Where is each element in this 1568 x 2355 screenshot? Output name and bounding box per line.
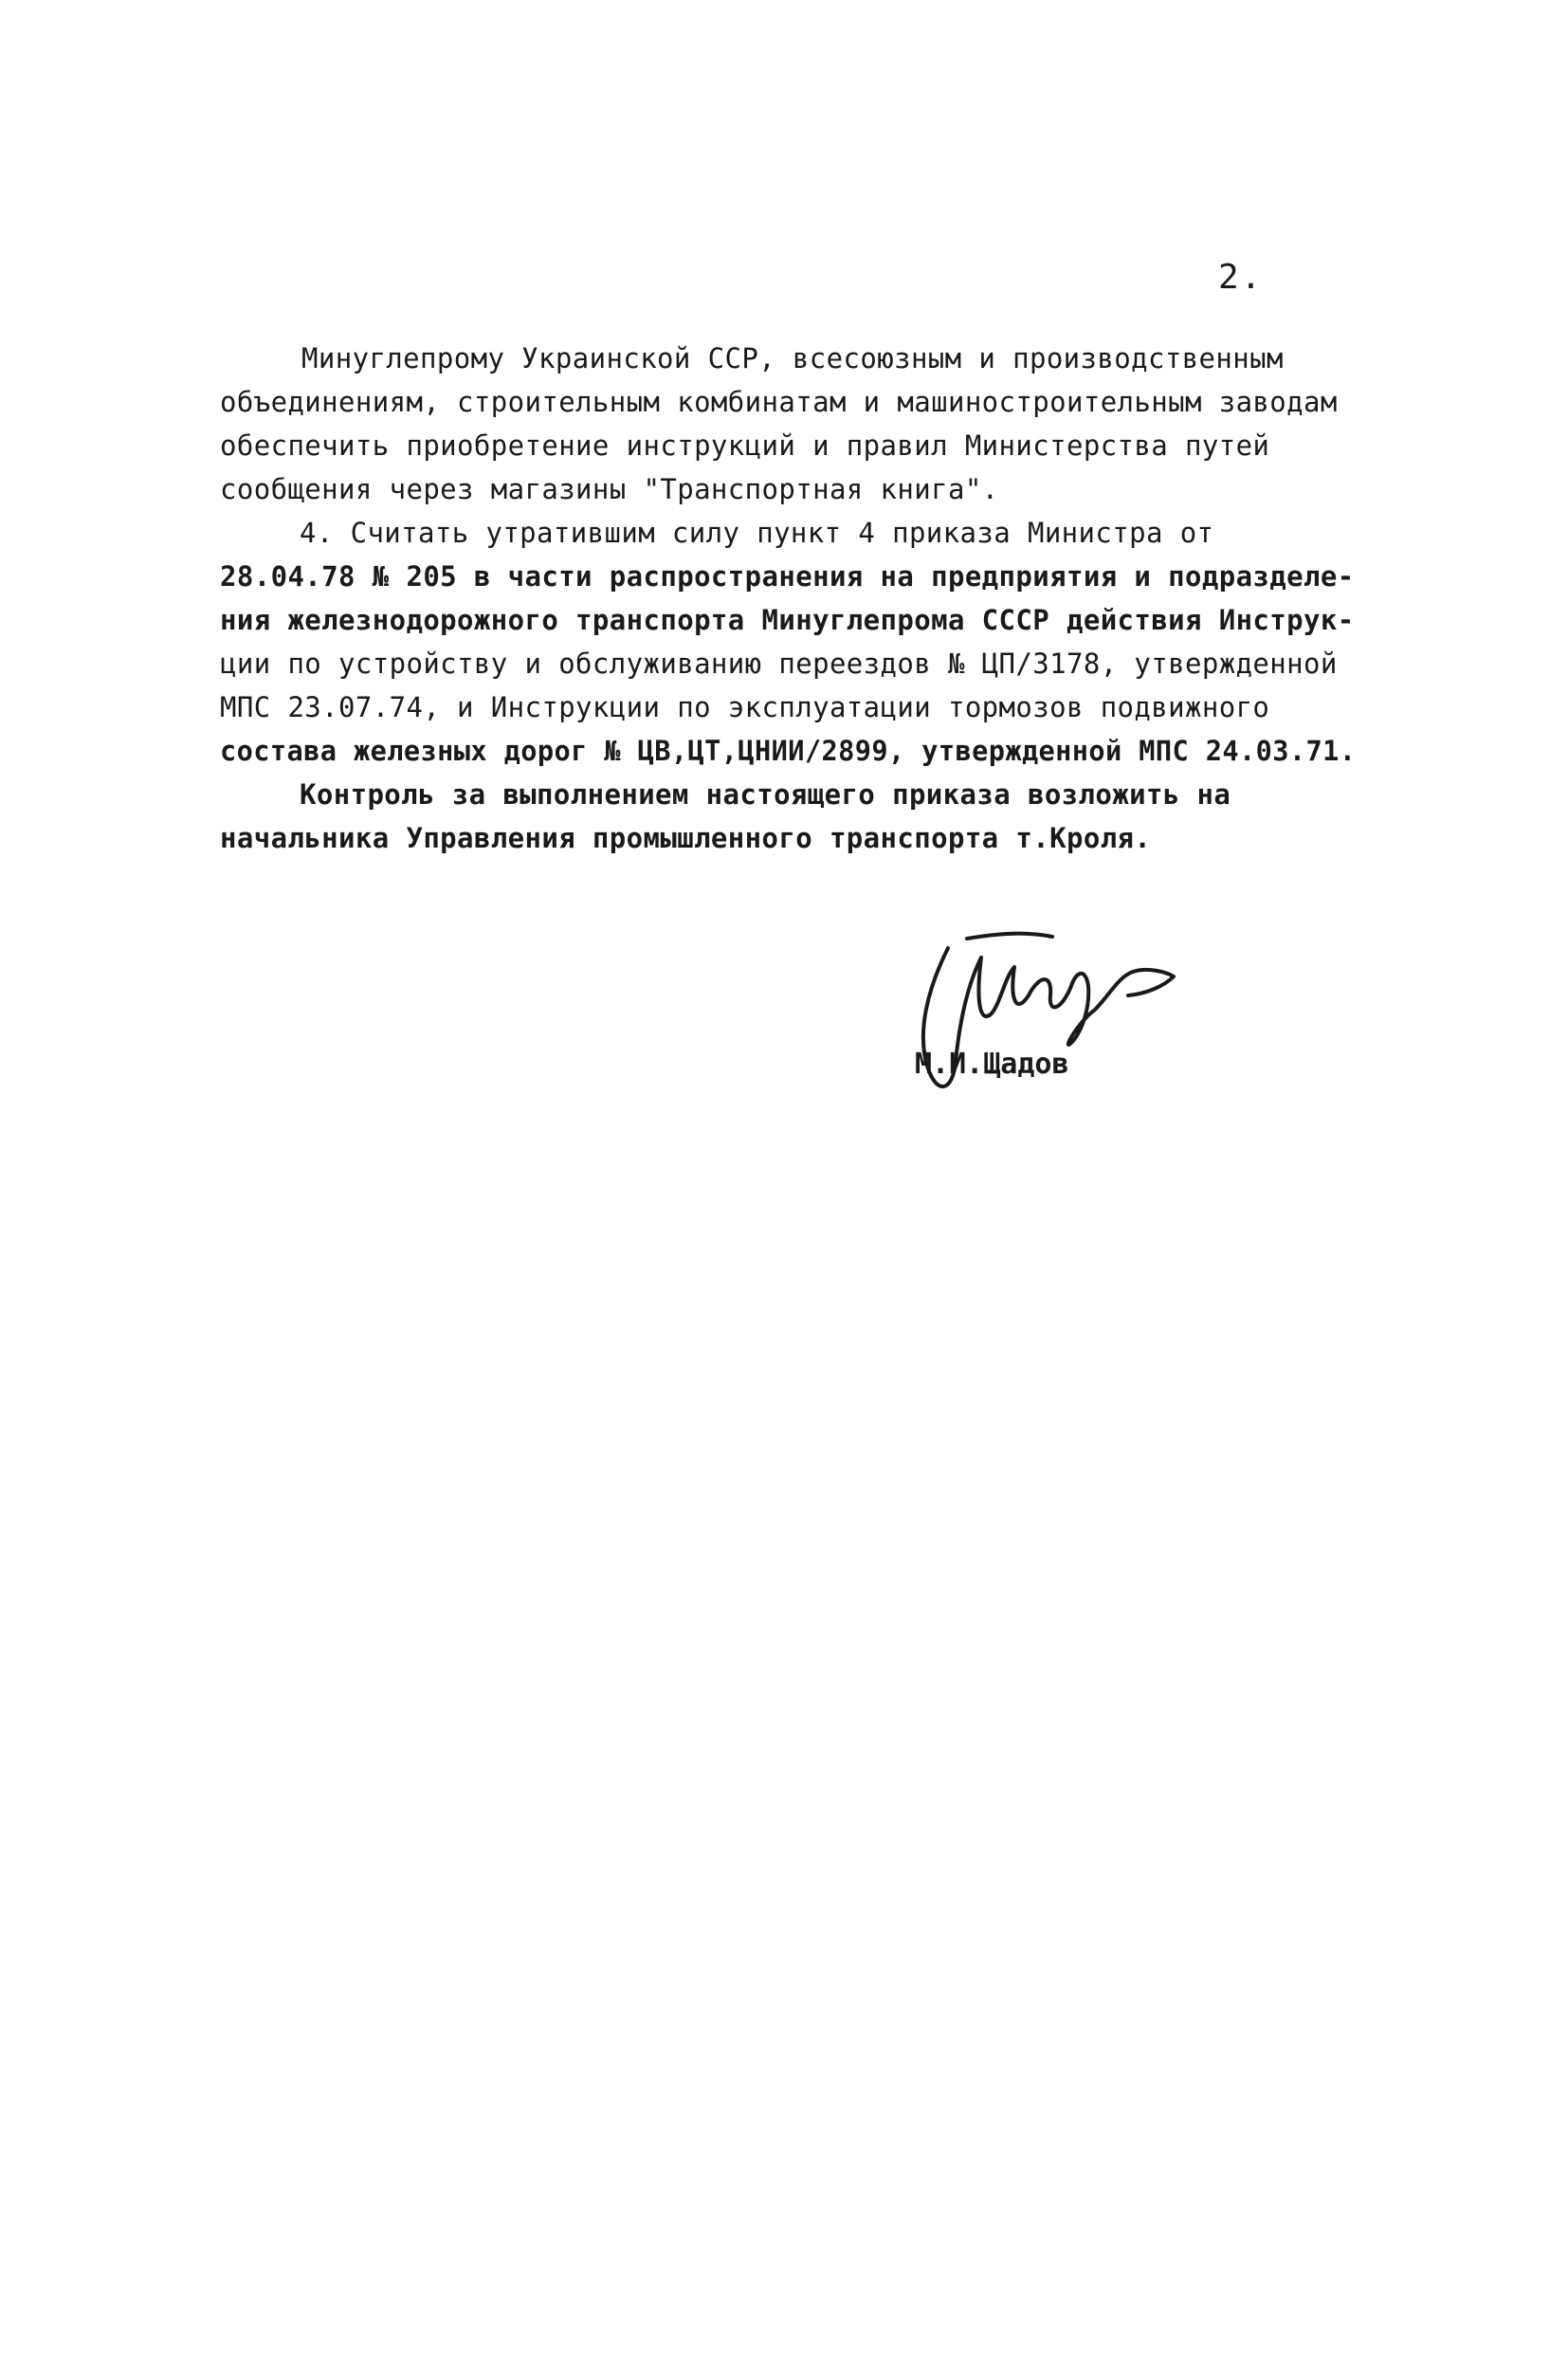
body-line-12: начальника Управления промышленного транспорта т.Кроля. — [220, 822, 1152, 854]
body-line-10: состава железных дорог № ЦВ,ЦТ,ЦНИИ/2899, утвержденной МПС 24.03.71. — [220, 735, 1357, 767]
body-line-4: сообщения через магазины "Транспортная книга". — [220, 473, 999, 505]
body-line-6: 28.04.78 № 205 в части распространения на предприятия и подразделе- — [220, 560, 1355, 593]
body-line-2: объединениям, строительным комбинатам и машиностроительным заводам — [220, 386, 1338, 418]
body-line-3: обеспечить приобретение инструкций и правил Министерства путей — [220, 429, 1270, 462]
body-line-1: Минуглепрому Украинской ССР, всесоюзным и производственным — [301, 342, 1284, 374]
body-line-5: 4. Считать утратившим силу пункт 4 приказа Министра от — [300, 517, 1214, 549]
body-line-8: ции по устройству и обслуживанию переездов № ЦП/3178, утвержденной — [220, 648, 1338, 680]
body-line-9: МПС 23.07.74, и Инструкции по эксплуатации тормозов подвижного — [220, 691, 1270, 723]
page-number: 2. — [1218, 258, 1264, 297]
body-line-11: Контроль за выполнением настоящего приказа возложить на — [300, 778, 1231, 811]
signatory-name: М.И.Щадов — [915, 1048, 1069, 1081]
handwritten-signature — [910, 920, 1185, 1119]
body-line-7: ния железнодорожного транспорта Минуглепрома СССР действия Инструк- — [220, 604, 1355, 636]
